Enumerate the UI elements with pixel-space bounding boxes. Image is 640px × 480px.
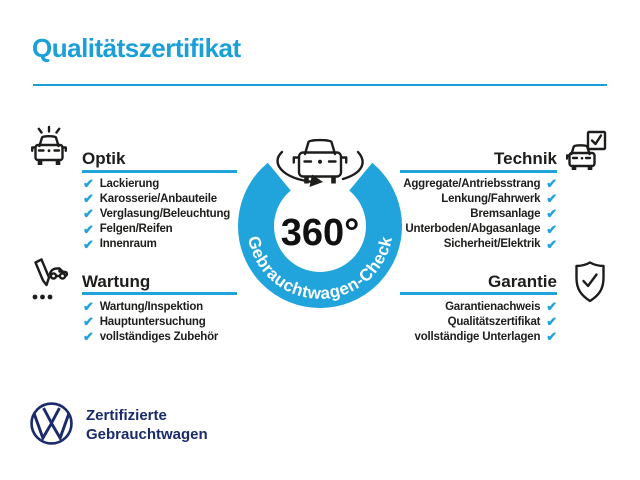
check-icon: ✔ (83, 314, 94, 330)
car-shine-icon (28, 124, 70, 172)
check-icon: ✔ (546, 299, 557, 315)
page-title: Qualitätszertifikat (32, 33, 241, 63)
check-icon: ✔ (83, 221, 94, 237)
vw-logo (29, 401, 74, 446)
list-item (403, 237, 557, 252)
technik-item-list (403, 176, 557, 252)
garantie-item-list (415, 299, 557, 345)
car-checkbox-icon (566, 127, 608, 173)
list-item (403, 222, 557, 237)
list-item-label: vollständige Unterlagen (414, 330, 541, 343)
wartung-item-list (83, 299, 218, 345)
list-item (83, 191, 230, 206)
check-icon: ✔ (546, 236, 557, 252)
section-divider-technik (400, 170, 557, 173)
check-icon: ✔ (546, 221, 557, 237)
list-item (83, 314, 218, 329)
list-item (415, 299, 557, 314)
list-item-label: Felgen/Reifen (99, 223, 173, 236)
list-item-label: Lenkung/Fahrwerk (441, 192, 541, 205)
list-item-label: Bremsanlage (470, 207, 541, 220)
list-item (415, 314, 557, 329)
list-item (83, 222, 230, 237)
list-item (83, 237, 230, 252)
check-icon: ✔ (546, 206, 557, 222)
ring-label: Gebrauchtwagen-Check (243, 234, 397, 304)
section-heading-optik: Optik (82, 149, 126, 168)
list-item-label: Innenraum (99, 238, 157, 251)
badge-360-graphic (220, 110, 420, 340)
service-pen-car-icon (28, 256, 70, 302)
title-divider (33, 84, 607, 86)
list-item (403, 206, 557, 221)
list-item (83, 329, 218, 344)
check-icon: ✔ (83, 236, 94, 252)
shield-check-icon (572, 260, 608, 304)
list-item-label: Aggregate/Antriebsstrang (403, 177, 541, 190)
list-item-label: vollständiges Zubehör (99, 330, 219, 343)
optik-item-list (83, 176, 230, 252)
list-item (83, 299, 218, 314)
check-icon: ✔ (546, 176, 557, 192)
list-item-label: Unterboden/Abgasanlage (405, 223, 541, 236)
list-item-label: Qualitätszertifikat (447, 315, 541, 328)
check-icon: ✔ (546, 314, 557, 330)
list-item-label: Garantienachweis (445, 300, 541, 313)
list-item-label: Wartung/Inspektion (99, 300, 204, 313)
section-heading-garantie: Garantie (488, 272, 557, 291)
list-item-label: Sicherheit/Elektrik (443, 238, 541, 251)
check-icon: ✔ (83, 206, 94, 222)
section-divider-wartung (82, 292, 237, 295)
section-heading-technik: Technik (494, 149, 557, 168)
check-icon: ✔ (546, 329, 557, 345)
section-divider-garantie (400, 292, 557, 295)
brand-line-2: Gebrauchtwagen (86, 425, 208, 443)
check-icon: ✔ (83, 329, 94, 345)
list-item (403, 176, 557, 191)
list-item-label: Hauptuntersuchung (99, 315, 206, 328)
list-item (403, 191, 557, 206)
section-heading-wartung: Wartung (82, 272, 151, 291)
check-icon: ✔ (83, 191, 94, 207)
brand-text (86, 407, 208, 444)
list-item (83, 176, 230, 191)
list-item-label: Verglasung/Beleuchtung (99, 207, 231, 220)
check-icon: ✔ (546, 191, 557, 207)
check-icon: ✔ (83, 299, 94, 315)
list-item-label: Lackierung (99, 177, 160, 190)
degree-label: 360° (280, 212, 360, 254)
list-item (415, 329, 557, 344)
list-item-label: Karosserie/Anbauteile (99, 192, 217, 205)
list-item (83, 206, 230, 221)
check-icon: ✔ (83, 176, 94, 192)
brand-line-1: Zertifizierte (86, 407, 167, 424)
section-divider-optik (82, 170, 237, 173)
